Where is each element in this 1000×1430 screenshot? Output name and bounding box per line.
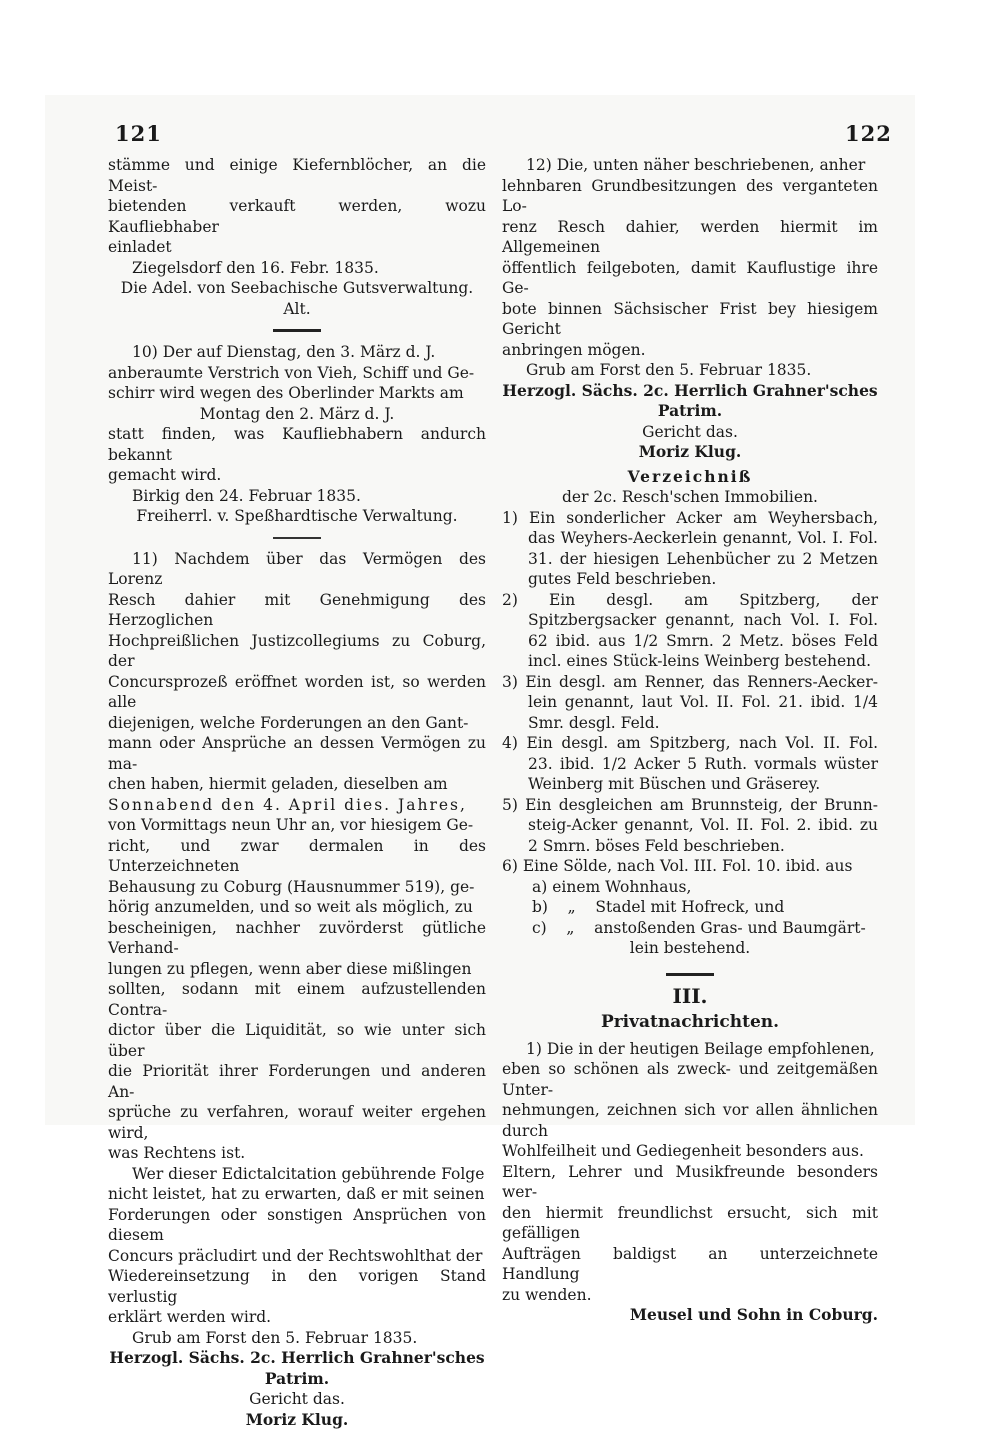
sub-item: lein bestehend. [502,938,878,959]
text-line: bescheinigen, nachher zuvörderst gütliche Verhand- [108,918,486,959]
list-item: 4) Ein desgl. am Spitzberg, nach Vol. II. Fol. 23. ibid. 1/2 Acker 5 Ruth. vormals wüster Weinberg mit Büschen und Gräserey. [502,733,878,795]
official-name: Moriz Klug. [108,1410,486,1430]
text-line: anberaumte Verstrich von Vieh, Schiff und Ge- [108,363,486,384]
notice-end [108,155,486,278]
sub-item: c) „ anstoßenden Gras- und Baumgärt- [502,918,878,939]
place-date: Grub am Forst den 5. Februar 1835. [502,360,878,381]
text-line: bietenden verkauft werden, wozu Kaufliebhaber [108,196,486,237]
text-line: öffentlich feilgeboten, damit Kauflustige ihre Ge- [502,258,878,299]
text-line: schirr wird wegen des Oberlinder Markts am [108,383,486,404]
text-line: Concursprozeß eröffnet worden ist, so werden alle [108,672,486,713]
private-notices [502,986,878,1326]
notice-10 [108,342,486,527]
inventory-title: Verzeichniß [502,467,878,488]
authority: Herzogl. Sächs. 2c. Herrlich Grahner'sches Patrim. [108,1348,486,1389]
section-title: Privatnachrichten. [502,1012,878,1033]
text-line: nehmungen, zeichnen sich vor allen ähnlichen durch [502,1100,878,1141]
list-item: 6) Eine Sölde, nach Vol. III. Fol. 10. ibid. aus [502,856,878,877]
separator-rule [666,973,714,976]
text-line: sollten, sodann mit einem aufzustellenden Contra- [108,979,486,1020]
separator-rule [273,537,321,539]
text-line: erklärt werden wird. [108,1307,486,1328]
section-number: III. [502,986,878,1007]
text-line: lungen zu pflegen, wenn aber diese mißlingen [108,959,486,980]
text-line: Sonnabend den 4. April dies. Jahres, [108,795,486,816]
text-line: den hiermit freundlichst ersucht, sich mit gefälligen [502,1203,878,1244]
text-line: gemacht wird. [108,465,486,486]
text-line: lehnbaren Grundbesitzungen des verganteten Lo- [502,176,878,217]
authority: Freiherrl. v. Speßhardtische Verwaltung. [108,506,486,527]
text-line: sprüche zu verfahren, worauf weiter ergehen wird, [108,1102,486,1143]
text-line: Aufträgen baldigst an unterzeichnete Handlung [502,1244,878,1285]
text-line: Eltern, Lehrer und Musikfreunde besonders wer- [502,1162,878,1203]
inventory-subtitle: der 2c. Resch'schen Immobilien. [502,487,878,508]
authority: Die Adel. von Seebachische Gutsverwaltung. [108,278,486,299]
text-line: mann oder Ansprüche an dessen Vermögen zu ma- [108,733,486,774]
text-line: Concurs präcludirt und der Rechtswohlthat der [108,1246,486,1267]
place-date: Grub am Forst den 5. Februar 1835. [108,1328,486,1349]
text-line: die Priorität ihrer Forderungen und anderen An- [108,1061,486,1102]
text-line: stämme und einige Kiefernblöcher, an die Meist- [108,155,486,196]
inventory [502,467,878,959]
text-line: 12) Die, unten näher beschriebenen, anher [502,155,878,176]
text-line: bote binnen Sächsischer Frist bey hiesigem Gericht [502,299,878,340]
text-line: Forderungen oder sonstigen Ansprüchen von diesem [108,1205,486,1246]
text-line: anbringen mögen. [502,340,878,361]
text-line: 1) Die in der heutigen Beilage empfohlenen, [502,1039,878,1060]
left-column [108,155,486,1430]
page-number-right: 122 [845,121,892,146]
text-line: zu wenden. [502,1285,878,1306]
signature: Meusel und Sohn in Coburg. [502,1305,878,1326]
authority: Herzogl. Sächs. 2c. Herrlich Grahner'sches Patrim. [502,381,878,422]
right-column [502,155,878,1326]
place-date: Ziegelsdorf den 16. Febr. 1835. [108,258,486,279]
sub-item: a) einem Wohnhaus, [502,877,878,898]
text-line: renz Resch dahier, werden hiermit im Allgemeinen [502,217,878,258]
text-line: eben so schönen als zweck- und zeitgemäßen Unter- [502,1059,878,1100]
text-line: Resch dahier mit Genehmigung des Herzoglichen [108,590,486,631]
sub-item: b) „ Stadel mit Hofreck, und [502,897,878,918]
text-line: von Vormittags neun Uhr an, vor hiesigem Ge- [108,815,486,836]
list-item: 5) Ein desgleichen am Brunnsteig, der Brunn-steig-Acker genannt, Vol. II. Fol. 2. ibid. zu 2 Smrn. böses Feld beschrieben. [502,795,878,857]
text-line: dictor über die Liquidität, so wie unter sich über [108,1020,486,1061]
text-line: 10) Der auf Dienstag, den 3. März d. J. [108,342,486,363]
text-line: Hochpreißlichen Justizcollegiums zu Coburg, der [108,631,486,672]
notice-11 [108,549,486,1430]
text-line: 11) Nachdem über das Vermögen des Lorenz [108,549,486,590]
official-name: Moriz Klug. [502,442,878,463]
text-line: Wer dieser Edictalcitation gebührende Folge [108,1164,486,1185]
text-line: hörig anzumelden, und so weit als möglich, zu [108,897,486,918]
separator-rule [273,329,321,332]
text-line: richt, und zwar dermalen in des Unterzeichneten [108,836,486,877]
text-line: Wohlfeilheit und Gediegenheit besonders aus. [502,1141,878,1162]
page-number-left: 121 [115,121,162,146]
text-line: Behausung zu Coburg (Hausnummer 519), ge- [108,877,486,898]
text-line: Montag den 2. März d. J. [108,404,486,425]
authority-suffix: Gericht das. [108,1389,486,1410]
text-line: einladet [108,237,486,258]
official-name: Alt. [108,299,486,320]
notice-12 [502,155,878,463]
text-line: chen haben, hiermit geladen, dieselben am [108,774,486,795]
text-line: was Rechtens ist. [108,1143,486,1164]
text-line: statt finden, was Kaufliebhabern andurch bekannt [108,424,486,465]
place-date: Birkig den 24. Februar 1835. [108,486,486,507]
text-line: diejenigen, welche Forderungen an den Gant- [108,713,486,734]
authority-suffix: Gericht das. [502,422,878,443]
list-item: 1) Ein sonderlicher Acker am Weyhersbach, das Weyhers-Aeckerlein genannt, Vol. I. Fol. 31. der hiesigen Lehenbücher zu 2 Metzen gutes Feld beschrieben. [502,508,878,590]
list-item: 2) Ein desgl. am Spitzberg, der Spitzbergsacker genannt, nach Vol. I. Fol. 62 ibid. aus 1/2 Smrn. 2 Metz. böses Feld incl. eines Stück-leins Weinberg bestehend. [502,590,878,672]
text-line: nicht leistet, hat zu erwarten, daß er mit seinen [108,1184,486,1205]
list-item: 3) Ein desgl. am Renner, das Renners-Aecker-lein genannt, laut Vol. II. Fol. 21. ibid. 1/4 Smr. desgl. Feld. [502,672,878,734]
text-line: Wiedereinsetzung in den vorigen Stand verlustig [108,1266,486,1307]
